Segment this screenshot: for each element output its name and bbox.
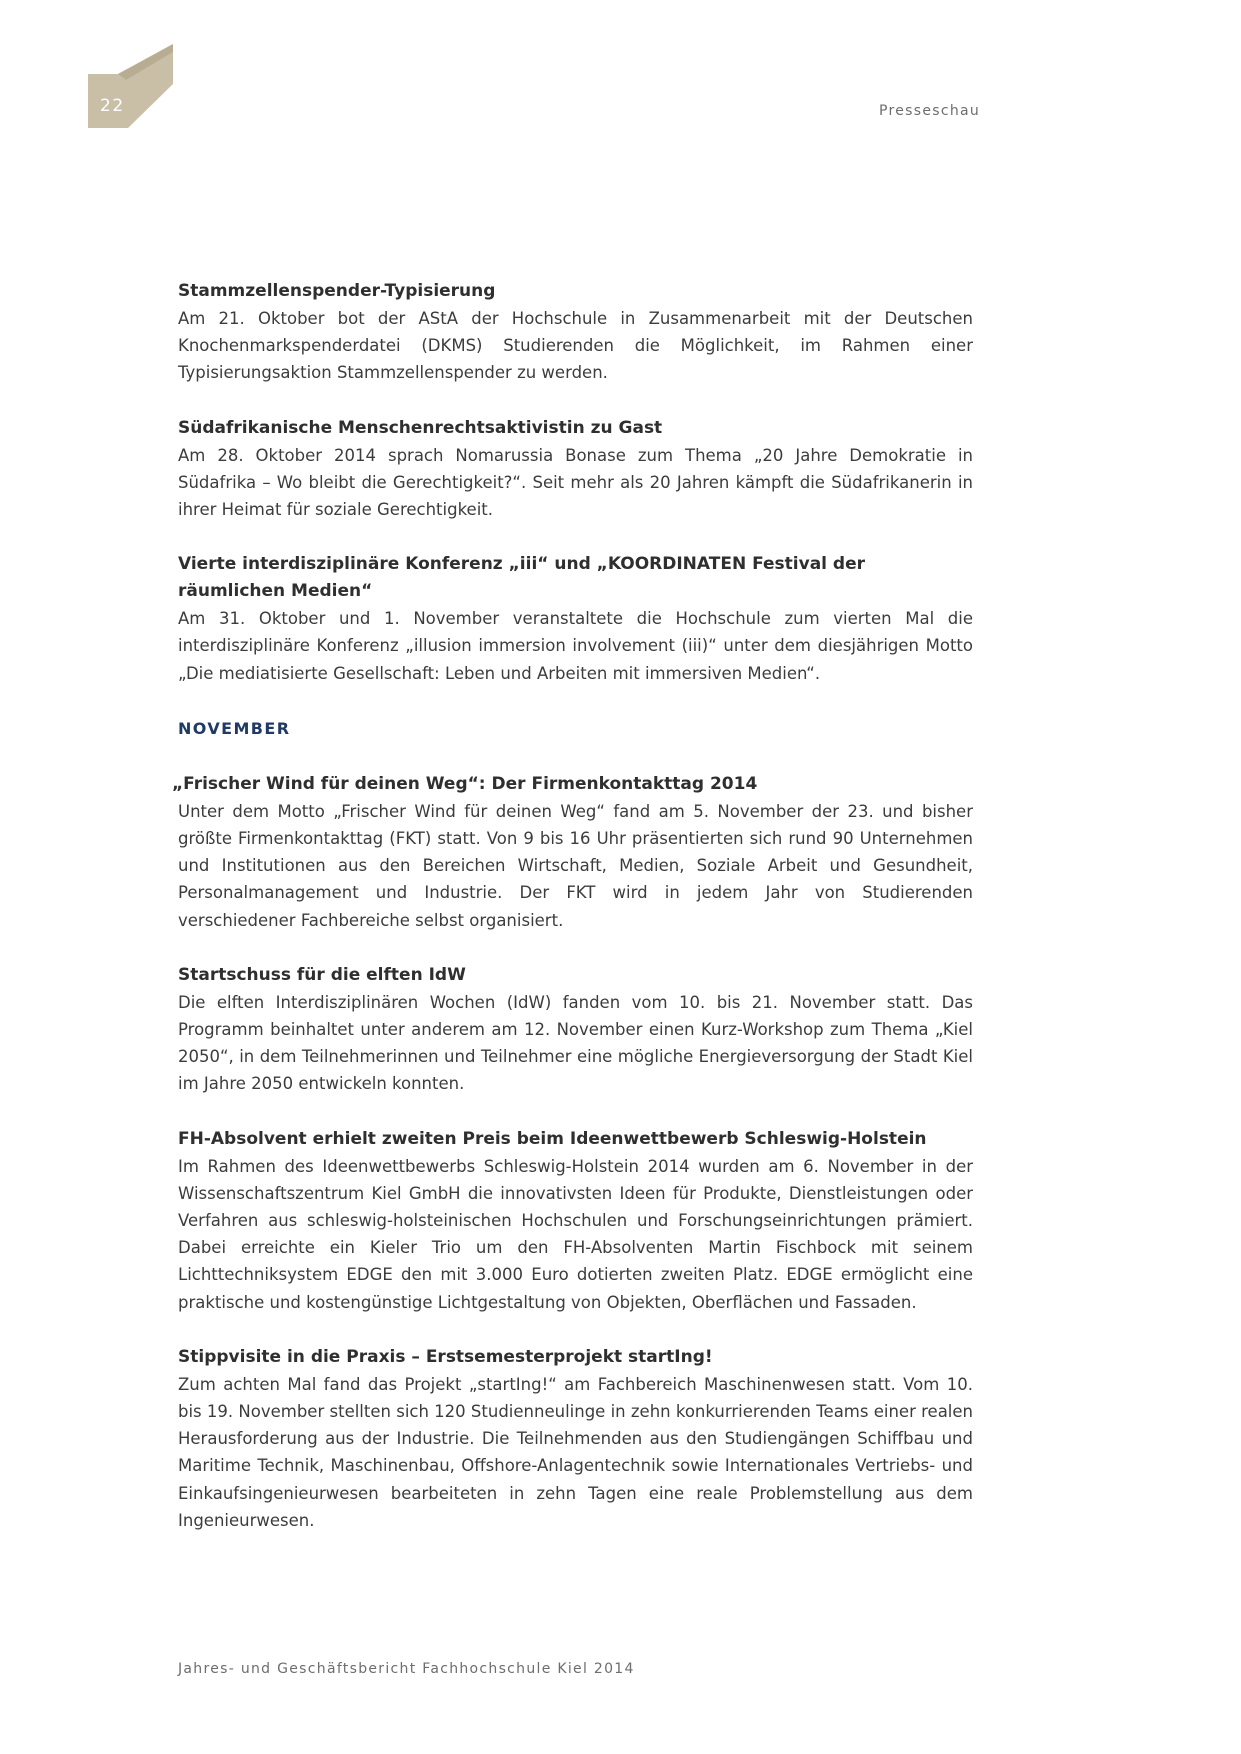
article-body: Zum achten Mal fand das Projekt „startIng!“ am Fachbereich Maschinenwesen statt. Vom 10. bis 19. November stellten sich 120 Studienneulinge in zehn konkurrierenden Teams einer realen Herausforderung aus der Industrie. Die Teilnehmenden aus den Studiengängen Schiffbau und Maritime Technik, Maschinenbau, Offshore-Anlagentechnik sowie Internationales Vertriebs- und Einkaufsingenieurwesen bearbeiteten in zehn Tagen eine reale Problemstellung aus dem Ingenieurwesen. (178, 1374, 973, 1530)
article-title: Vierte interdisziplinäre Konferenz „iii“ und „KOORDINATEN Festival der räumlichen Medien“ (178, 554, 865, 602)
article-title: Stippvisite in die Praxis – Erstsemesterprojekt startIng! (178, 1346, 713, 1367)
main-content (172, 278, 973, 1562)
month-heading: NOVEMBER (178, 718, 291, 738)
article-body: Unter dem Motto „Frischer Wind für deinen Weg“ fand am 5. November der 23. und bisher größte Firmenkontakttag (FKT) statt. Von 9 bis 16 Uhr präsentierten sich rund 90 Unternehmen und Institutionen aus den Bereichen Wirtschaft, Medien, Soziale Arbeit und Gesundheit, Personalmanagement und Industrie. Der FKT wird in jedem Jahr von Studierenden verschiedener Fachbereiche selbst organisiert. (178, 801, 973, 930)
page-footer: Jahres- und Geschäftsbericht Fachhochschule Kiel 2014 (178, 1661, 635, 1677)
running-head: Presseschau (879, 103, 981, 119)
article-title: „Frischer Wind für deinen Weg“: Der Firmenkontakttag 2014 (172, 773, 758, 794)
article-title: Stammzellenspender-Typisierung (178, 281, 496, 301)
article-body: Am 28. Oktober 2014 sprach Nomarussia Bonase zum Thema „20 Jahre Demokratie in Südafrika – Wo bleibt die Gerechtigkeit?“. Seit mehr als 20 Jahren kämpft die Südafrikanerin in ihrer Heimat für soziale Gerechtigkeit. (178, 445, 973, 520)
article-title: Startschuss für die elften IdW (178, 964, 466, 985)
article-section (178, 551, 973, 687)
article-body: Am 31. Oktober und 1. November veranstaltete die Hochschule zum vierten Mal die interdisziplinäre Konferenz „illusion immersion involvement (iii)“ unter dem diesjährigen Motto „Die mediatisierte Gesellschaft: Leben und Arbeiten mit immersiven Medien“. (178, 609, 973, 683)
article-section (178, 1344, 973, 1534)
article-section (178, 415, 973, 524)
article-section (178, 1126, 973, 1316)
article-body: Im Rahmen des Ideenwettbewerbs Schleswig-Holstein 2014 wurden am 6. November in der Wissenschaftszentrum Kiel GmbH die innovativsten Ideen für Produkte, Dienstleistungen oder Verfahren aus schleswig-holsteinischen Hochschulen und Forschungseinrichtungen prämiert. Dabei erreichte ein Kieler Trio um den FH-Absolventen Martin Fischbock mit seinem Lichttechniksystem EDGE den mit 3.000 Euro dotierten zweiten Platz. EDGE ermöglicht eine praktische und kostengünstige Lichtgestaltung von Objekten, Oberflächen und Fassaden. (178, 1156, 973, 1312)
article-section (172, 771, 973, 934)
page-number: 22 (100, 96, 125, 116)
article-body: Am 21. Oktober bot der AStA der Hochschule in Zusammenarbeit mit der Deutschen Knochenmarkspenderdatei (DKMS) Studierenden die Möglichkeit, im Rahmen einer Typisierungsaktion Stammzellenspender zu werden. (178, 309, 973, 383)
article-body: Die elften Interdisziplinären Wochen (IdW) fanden vom 10. bis 21. November statt. Das Programm beinhaltet unter anderem am 12. November einen Kurz-Workshop zum Thema „Kiel 2050“, in dem Teilnehmerinnen und Teilnehmer eine mögliche Energieversorgung der Stadt Kiel im Jahre 2050 entwickeln konnten. (178, 992, 973, 1094)
article-section (178, 962, 973, 1098)
article-section (178, 278, 973, 387)
article-title: Südafrikanische Menschenrechtsaktivistin zu Gast (178, 417, 663, 438)
article-title: FH-Absolvent erhielt zweiten Preis beim Ideenwettbewerb Schleswig-Holstein (178, 1128, 927, 1149)
